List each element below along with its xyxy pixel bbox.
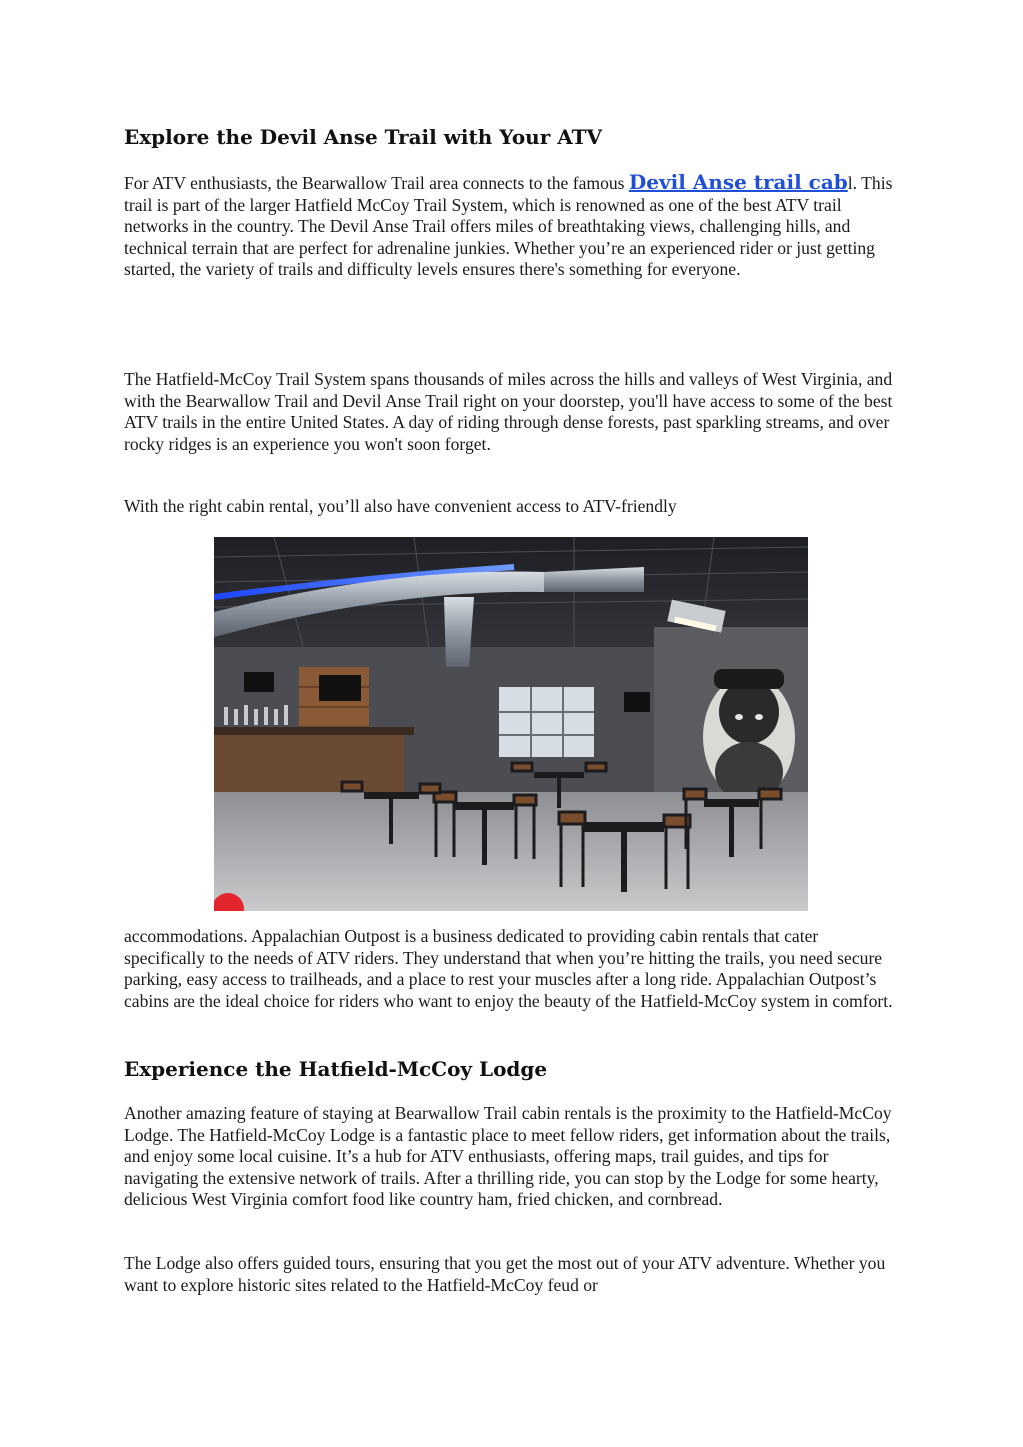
paragraph-intro <box>124 172 899 281</box>
section-heading-lodge: Experience the Hatfield-McCoy Lodge <box>124 1057 548 1081</box>
restaurant-interior-photo <box>214 537 808 911</box>
paragraph-lodge: Another amazing feature of staying at Bearwallow Trail cabin rentals is the proximity to the Hatfield-McCoy Lodge. The Hatfield-McCoy Lodge is a fantastic place to meet fellow riders, get information about the trails, and enjoy some local cuisine. It’s a hub for ATV enthusiasts, offering maps, trail guides, and tips for navigating the extensive network of trails. After a thrilling ride, you can stop by the Lodge for some hearty, delicious West Virginia comfort food like country ham, fried chicken, and cornbread. <box>124 1103 892 1210</box>
paragraph-cabin-rental: With the right cabin rental, you’ll also have convenient access to ATV-friendly <box>124 496 677 516</box>
paragraph-intro-text-after: l. This trail is part of the larger Hatfield McCoy Trail System, which is renowned as one of the best ATV trail networks in the country. The Devil Anse Trail offers miles of breathtaking views, challenging hills, and technical terrain that are perfect for adrenaline junkies. Whether you’re an experienced rider or just getting started, the variety of trails and difficulty levels ensures there's something for everyone. <box>124 173 893 280</box>
paragraph-appalachian-outpost: accommodations. Appalachian Outpost is a business dedicated to providing cabin rentals that cater specifically to the needs of ATV riders. They understand that when you’re hitting the trails, you need secure parking, easy access to trailheads, and a place to rest your muscles after a long ride. Appalachian Outpost’s cabins are the ideal choice for riders who want to enjoy the beauty of the Hatfield-McCoy system in comfort. <box>124 926 893 1011</box>
devil-anse-trail-link[interactable]: Devil Anse trail cab <box>628 170 848 194</box>
paragraph-intro-text-before: For ATV enthusiasts, the Bearwallow Trail area connects to the famous <box>124 173 629 193</box>
paragraph-guided-tours: The Lodge also offers guided tours, ensuring that you get the most out of your ATV adventure. Whether you want to explore historic sites related to the Hatfield-McCoy feud or <box>124 1253 886 1295</box>
paragraph-trail-system: The Hatfield-McCoy Trail System spans thousands of miles across the hills and valleys of West Virginia, and with the Bearwallow Trail and Devil Anse Trail right on your doorstep, you'll have access to some of the best ATV trails in the entire United States. A day of riding through dense forests, past sparkling streams, and over rocky ridges is an experience you won't soon forget. <box>124 369 893 454</box>
section-heading-devil-anse: Explore the Devil Anse Trail with Your ATV <box>124 125 603 149</box>
